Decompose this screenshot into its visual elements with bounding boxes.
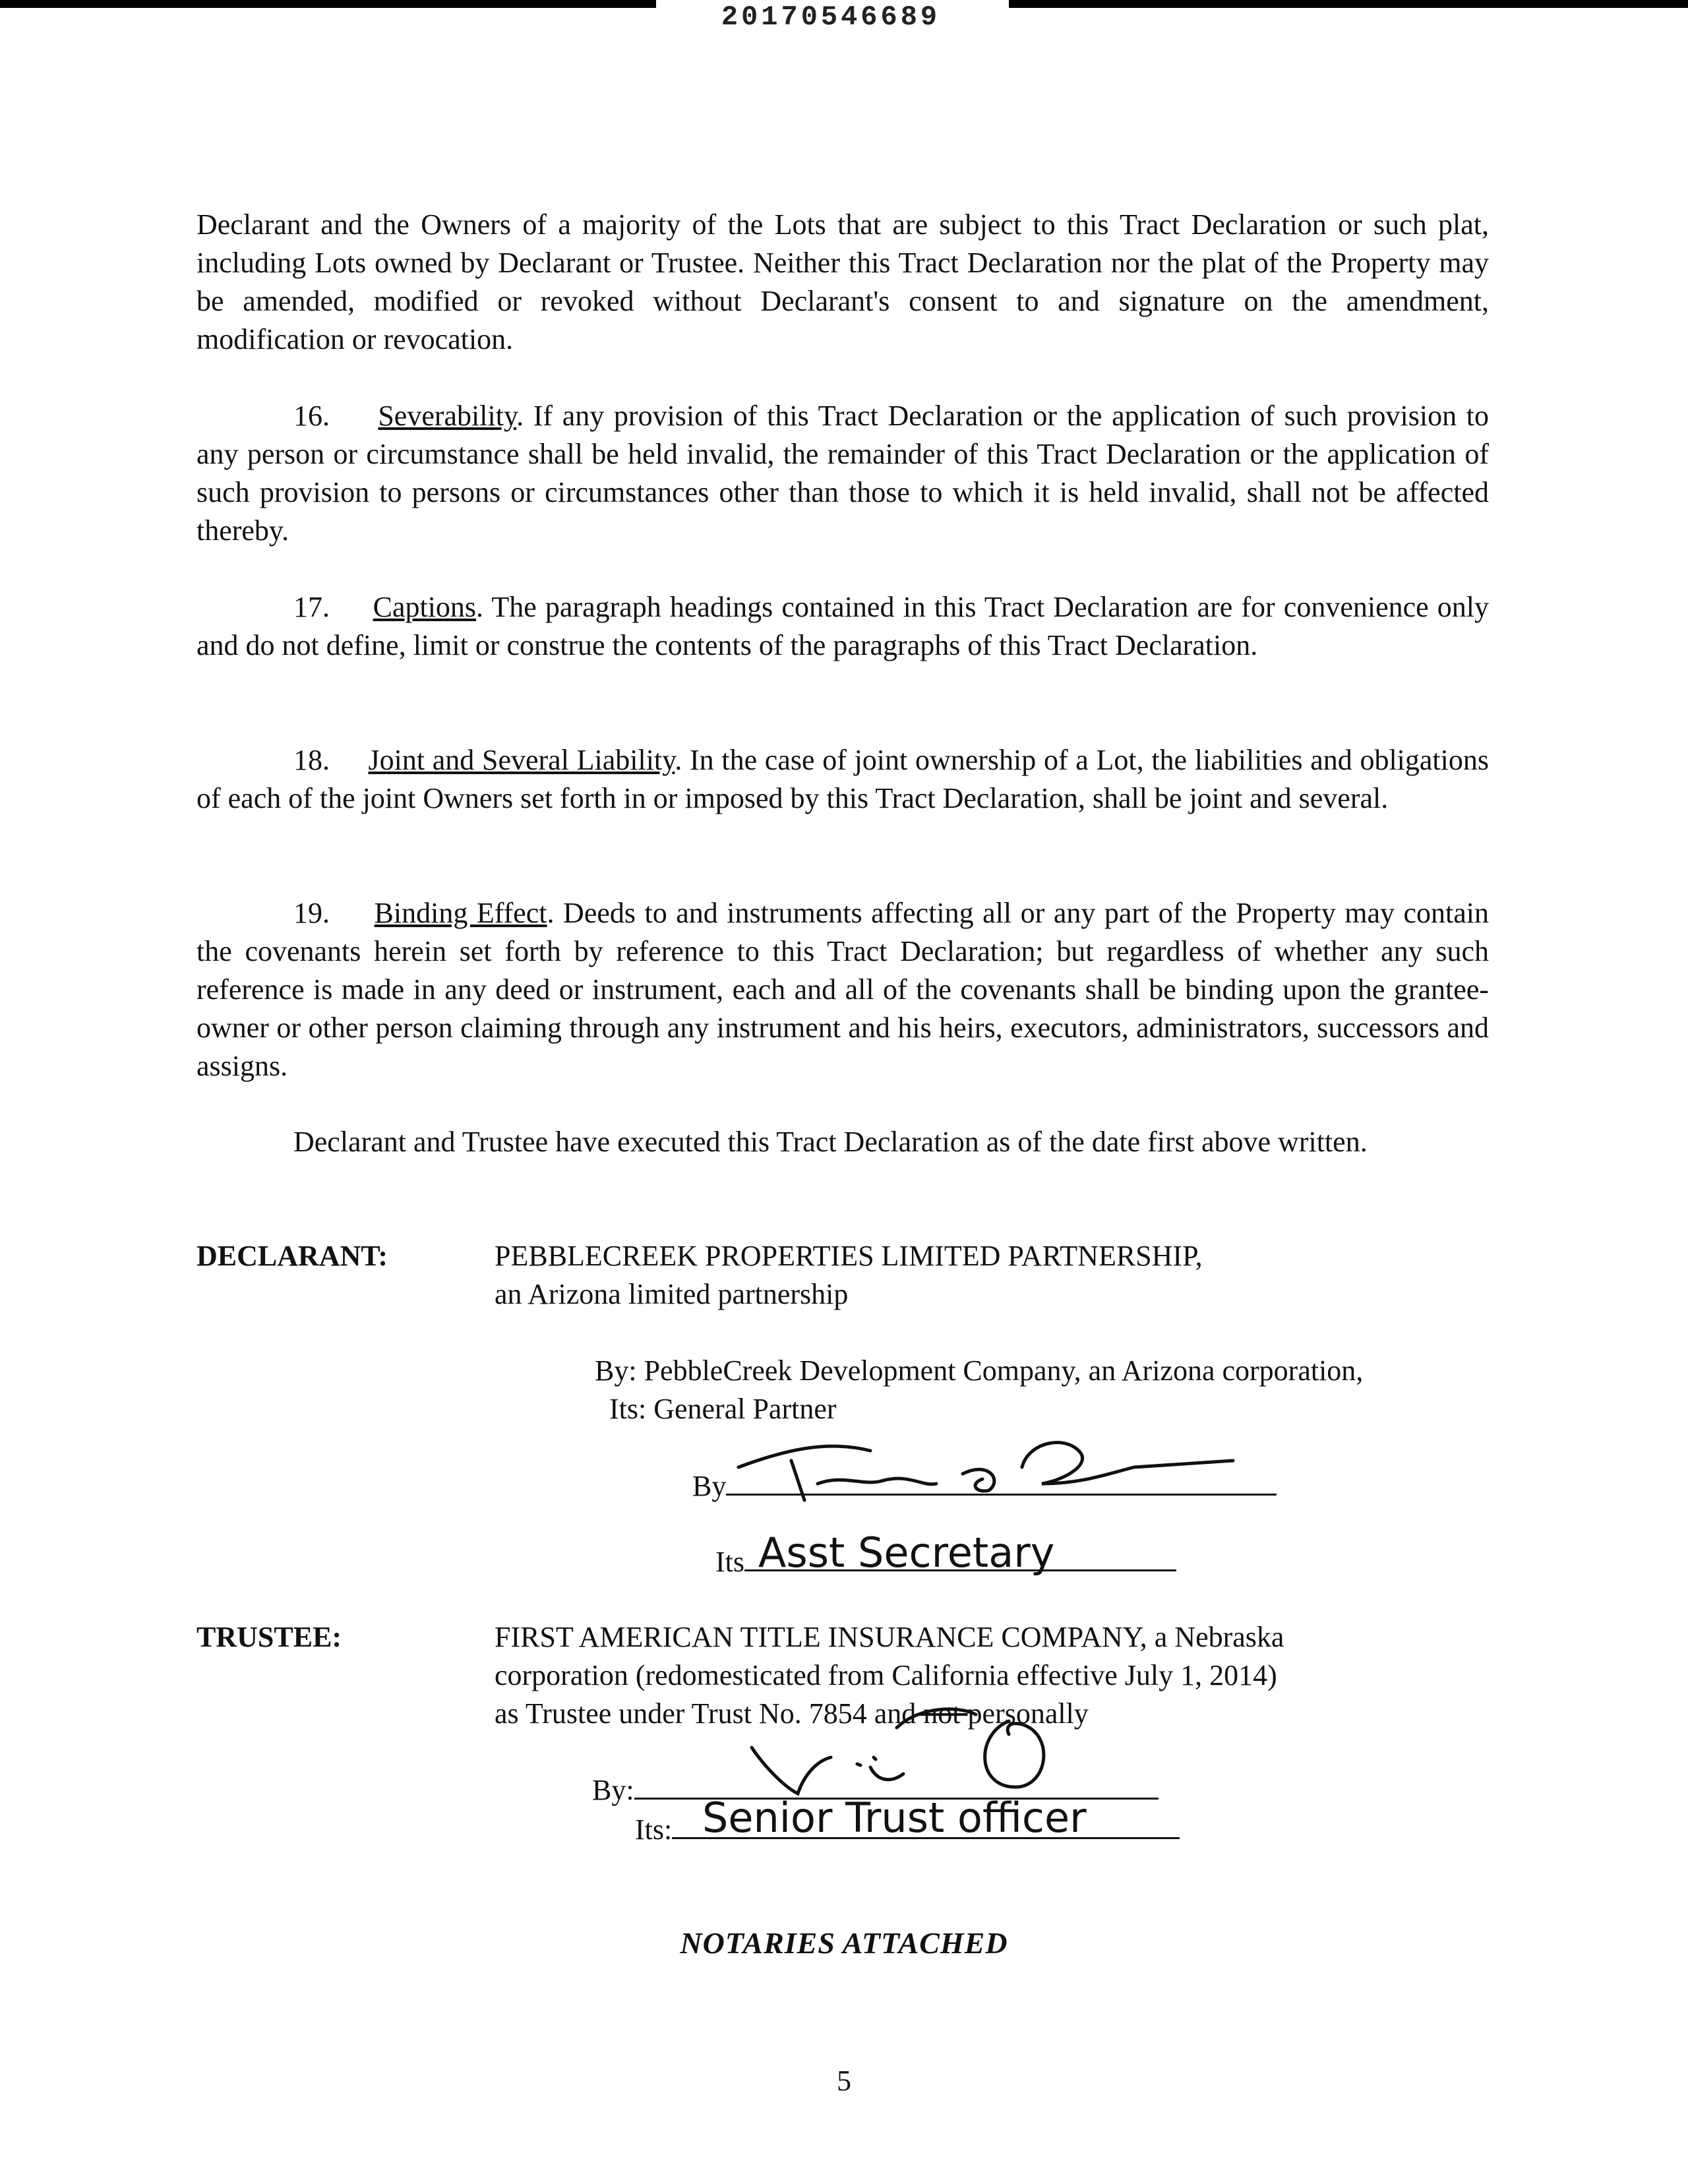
trustee-personally: personally bbox=[967, 1697, 1089, 1730]
declarant-name: PEBBLECREEK PROPERTIES LIMITED PARTNERSHIP, bbox=[495, 1240, 1203, 1272]
by-label: By: bbox=[592, 1774, 634, 1806]
section-number: 19. bbox=[293, 897, 330, 929]
trustee-not: not bbox=[916, 1697, 968, 1730]
trustee-label: TRUSTEE: bbox=[196, 1621, 342, 1653]
section-text: . Deeds to and instruments affecting all or any part of the Property may contain the covenants herein set forth by reference to this Tract Declaration; but regardless of whether any such reference is made in any deed or instrument, each and all of the covenants shall be binding upon the grantee-owner or other person claiming through any instrument and his heirs, executors, administrators, successors and assigns. bbox=[196, 897, 1489, 1082]
declarant-label: DECLARANT: bbox=[196, 1240, 388, 1272]
section-heading: Binding Effect bbox=[374, 897, 547, 929]
by-label: By bbox=[692, 1470, 727, 1502]
declarant-type: an Arizona limited partnership bbox=[495, 1278, 849, 1310]
section-text: . The paragraph headings contained in this Tract Declaration are for convenience only and do not define, limit or construe the contents of the paragraphs of this Tract Declaration. bbox=[196, 591, 1490, 661]
trustee-line-2: corporation (redomesticated from California effective July 1, 2014) bbox=[495, 1659, 1277, 1691]
header-bar-left bbox=[0, 0, 656, 8]
declarant-signature-scribble bbox=[712, 1421, 1240, 1513]
section-number: 17. bbox=[293, 591, 330, 623]
trustee-and: and bbox=[874, 1697, 917, 1730]
paragraph-19 bbox=[196, 894, 1489, 1085]
section-heading: Joint and Several Liability bbox=[368, 744, 675, 776]
execution-statement: Declarant and Trustee have executed this Tract Declaration as of the date first above written. bbox=[293, 1126, 1368, 1158]
recording-number: 20170546689 bbox=[721, 1, 941, 33]
header-bar-right bbox=[1009, 0, 1688, 8]
trustee-line-3-pre: as Trustee under Trust No. 7854 bbox=[495, 1697, 874, 1730]
section-heading: Captions bbox=[373, 591, 477, 623]
paragraph-17 bbox=[196, 588, 1489, 665]
trustee-line-1: FIRST AMERICAN TITLE INSURANCE COMPANY, a Nebraska bbox=[495, 1621, 1284, 1653]
declarant-its-line: Its: General Partner bbox=[609, 1393, 837, 1425]
declarant-entity bbox=[495, 1237, 1203, 1314]
section-heading: Severability bbox=[378, 400, 517, 432]
page-number: 5 bbox=[837, 2065, 851, 2097]
section-number: 18. bbox=[293, 744, 330, 776]
section-text: . In the case of joint ownership of a Lot, the liabilities and obligations of each of the joint Owners set forth in or imposed by this Tract Declaration, shall be joint and several. bbox=[196, 744, 1490, 814]
notaries-attached: NOTARIES ATTACHED bbox=[680, 1926, 1008, 1960]
trustee-its-handwritten: Senior Trust officer bbox=[702, 1794, 1087, 1842]
section-text: . If any provision of this Tract Declaration or the application of such provision to any person or circumstance shall be held invalid, the remainder of this Tract Declaration or the application of such provision to persons or circumstances other than those to which it is held invalid, shall not be affected thereby. bbox=[196, 400, 1490, 547]
paragraph-18 bbox=[196, 741, 1489, 818]
its-label: Its: bbox=[635, 1813, 673, 1846]
section-number: 16. bbox=[293, 400, 330, 432]
its-label: Its bbox=[715, 1546, 744, 1578]
paragraph-16 bbox=[196, 397, 1489, 550]
declarant-its-handwritten: Asst Secretary bbox=[758, 1529, 1055, 1577]
paragraph-15-continued: Declarant and the Owners of a majority of the Lots that are subject to this Tract Declaration or such plat, including Lots owned by Declarant or Trustee. Neither this Tract Declaration nor the plat of the Property may be amended, modified or revoked without Declarant's consent to and signature on the amendment, modification or revocation. bbox=[196, 208, 1489, 355]
declarant-by-line: By: PebbleCreek Development Company, an Arizona corporation, bbox=[595, 1354, 1364, 1387]
